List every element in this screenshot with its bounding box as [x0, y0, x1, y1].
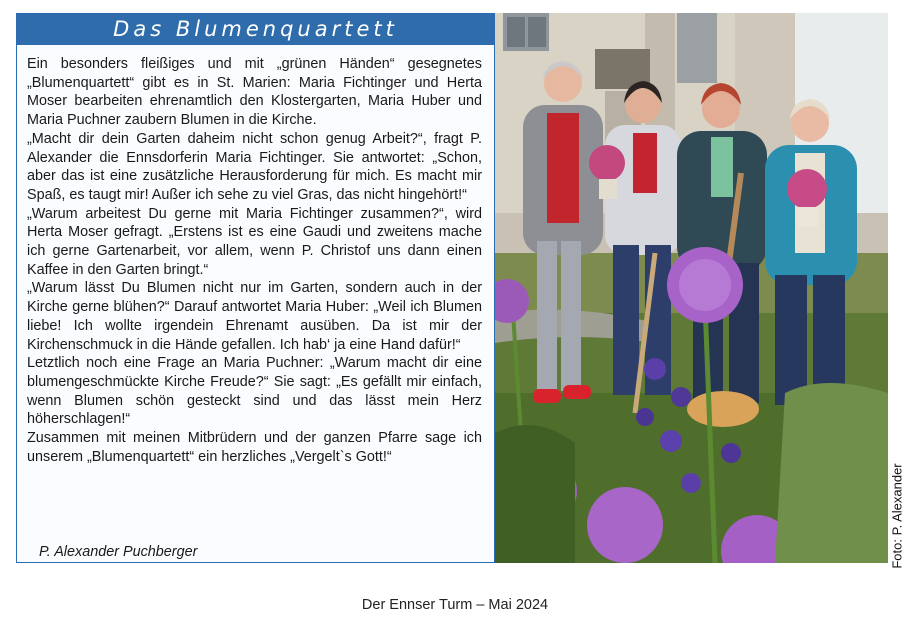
article-title: Das Blumenquartett [17, 14, 494, 45]
garden-photo-illustration [495, 13, 888, 563]
paragraph: Zusammen mit meinen Mitbrüdern und der ganzen Pfarre sage ich unserem „Blumenquartett“ ein herzliches „Vergelt`s Gott!“ [27, 430, 482, 465]
photo-credit [888, 13, 906, 569]
photo-credit-text: Foto: P. Alexander [889, 463, 905, 569]
paragraph: Letztlich noch eine Frage an Maria Puchner: „Warum macht dir eine blumengeschmückte Kirche Freude?“ Sie sagt: „Es gefällt mir einfach, wenn Blumen schön gesteckt sind und das lässt mein Herz höherschlagen!“ [27, 355, 482, 428]
article-box [16, 13, 495, 563]
paragraph: „Warum lässt Du Blumen nicht nur im Garten, sondern auch in der Kirche gerne blühen?“ Darauf antwortet Maria Huber: „Weil ich Blumen liebe! Ich wollte irgendein Ehrenamt ausüben. Da ist mir der Kirchenschmuck in die Hände gefallen. Ich hab‘ ja eine Hand dafür!“ [27, 280, 482, 353]
paragraph: „Warum arbeitest Du gerne mit Maria Fichtinger zusammen?“, wird Herta Moser gefragt. „Erstens ist es eine Gaudi und zweitens mache ich gerne Gartenarbeit, vor allem, wenn P. Christof uns dann einen Kaffee in den Garten bringt.“ [27, 205, 482, 278]
paragraph: „Macht dir dein Garten daheim nicht schon genug Arbeit?“, fragt P. Alexander die Ennsdorferin Maria Fichtinger. Sie antwortet: „Schon, aber das ist eine zusätzliche Herausforderung für mich. Es macht mir Spaß, es taugt mir! Außer ich sehe zu viel Gras, das nicht hingehört!“ [27, 130, 482, 203]
garden-photo [495, 13, 888, 563]
page-footer: Der Ennser Turm – Mai 2024 [361, 597, 549, 613]
article-author: P. Alexander Puchberger [39, 544, 198, 560]
paragraph: Ein besonders fleißiges und mit „grünen Händen“ gesegnetes „Blumenquartett“ gibt es in St. Marien: Maria Fichtinger und Herta Moser bearbeiten ehrenamtlich den Klostergarten, Maria Huber und Maria Puchner zaubern Blumen in die Kirche. [27, 56, 482, 129]
article-body [27, 55, 482, 466]
